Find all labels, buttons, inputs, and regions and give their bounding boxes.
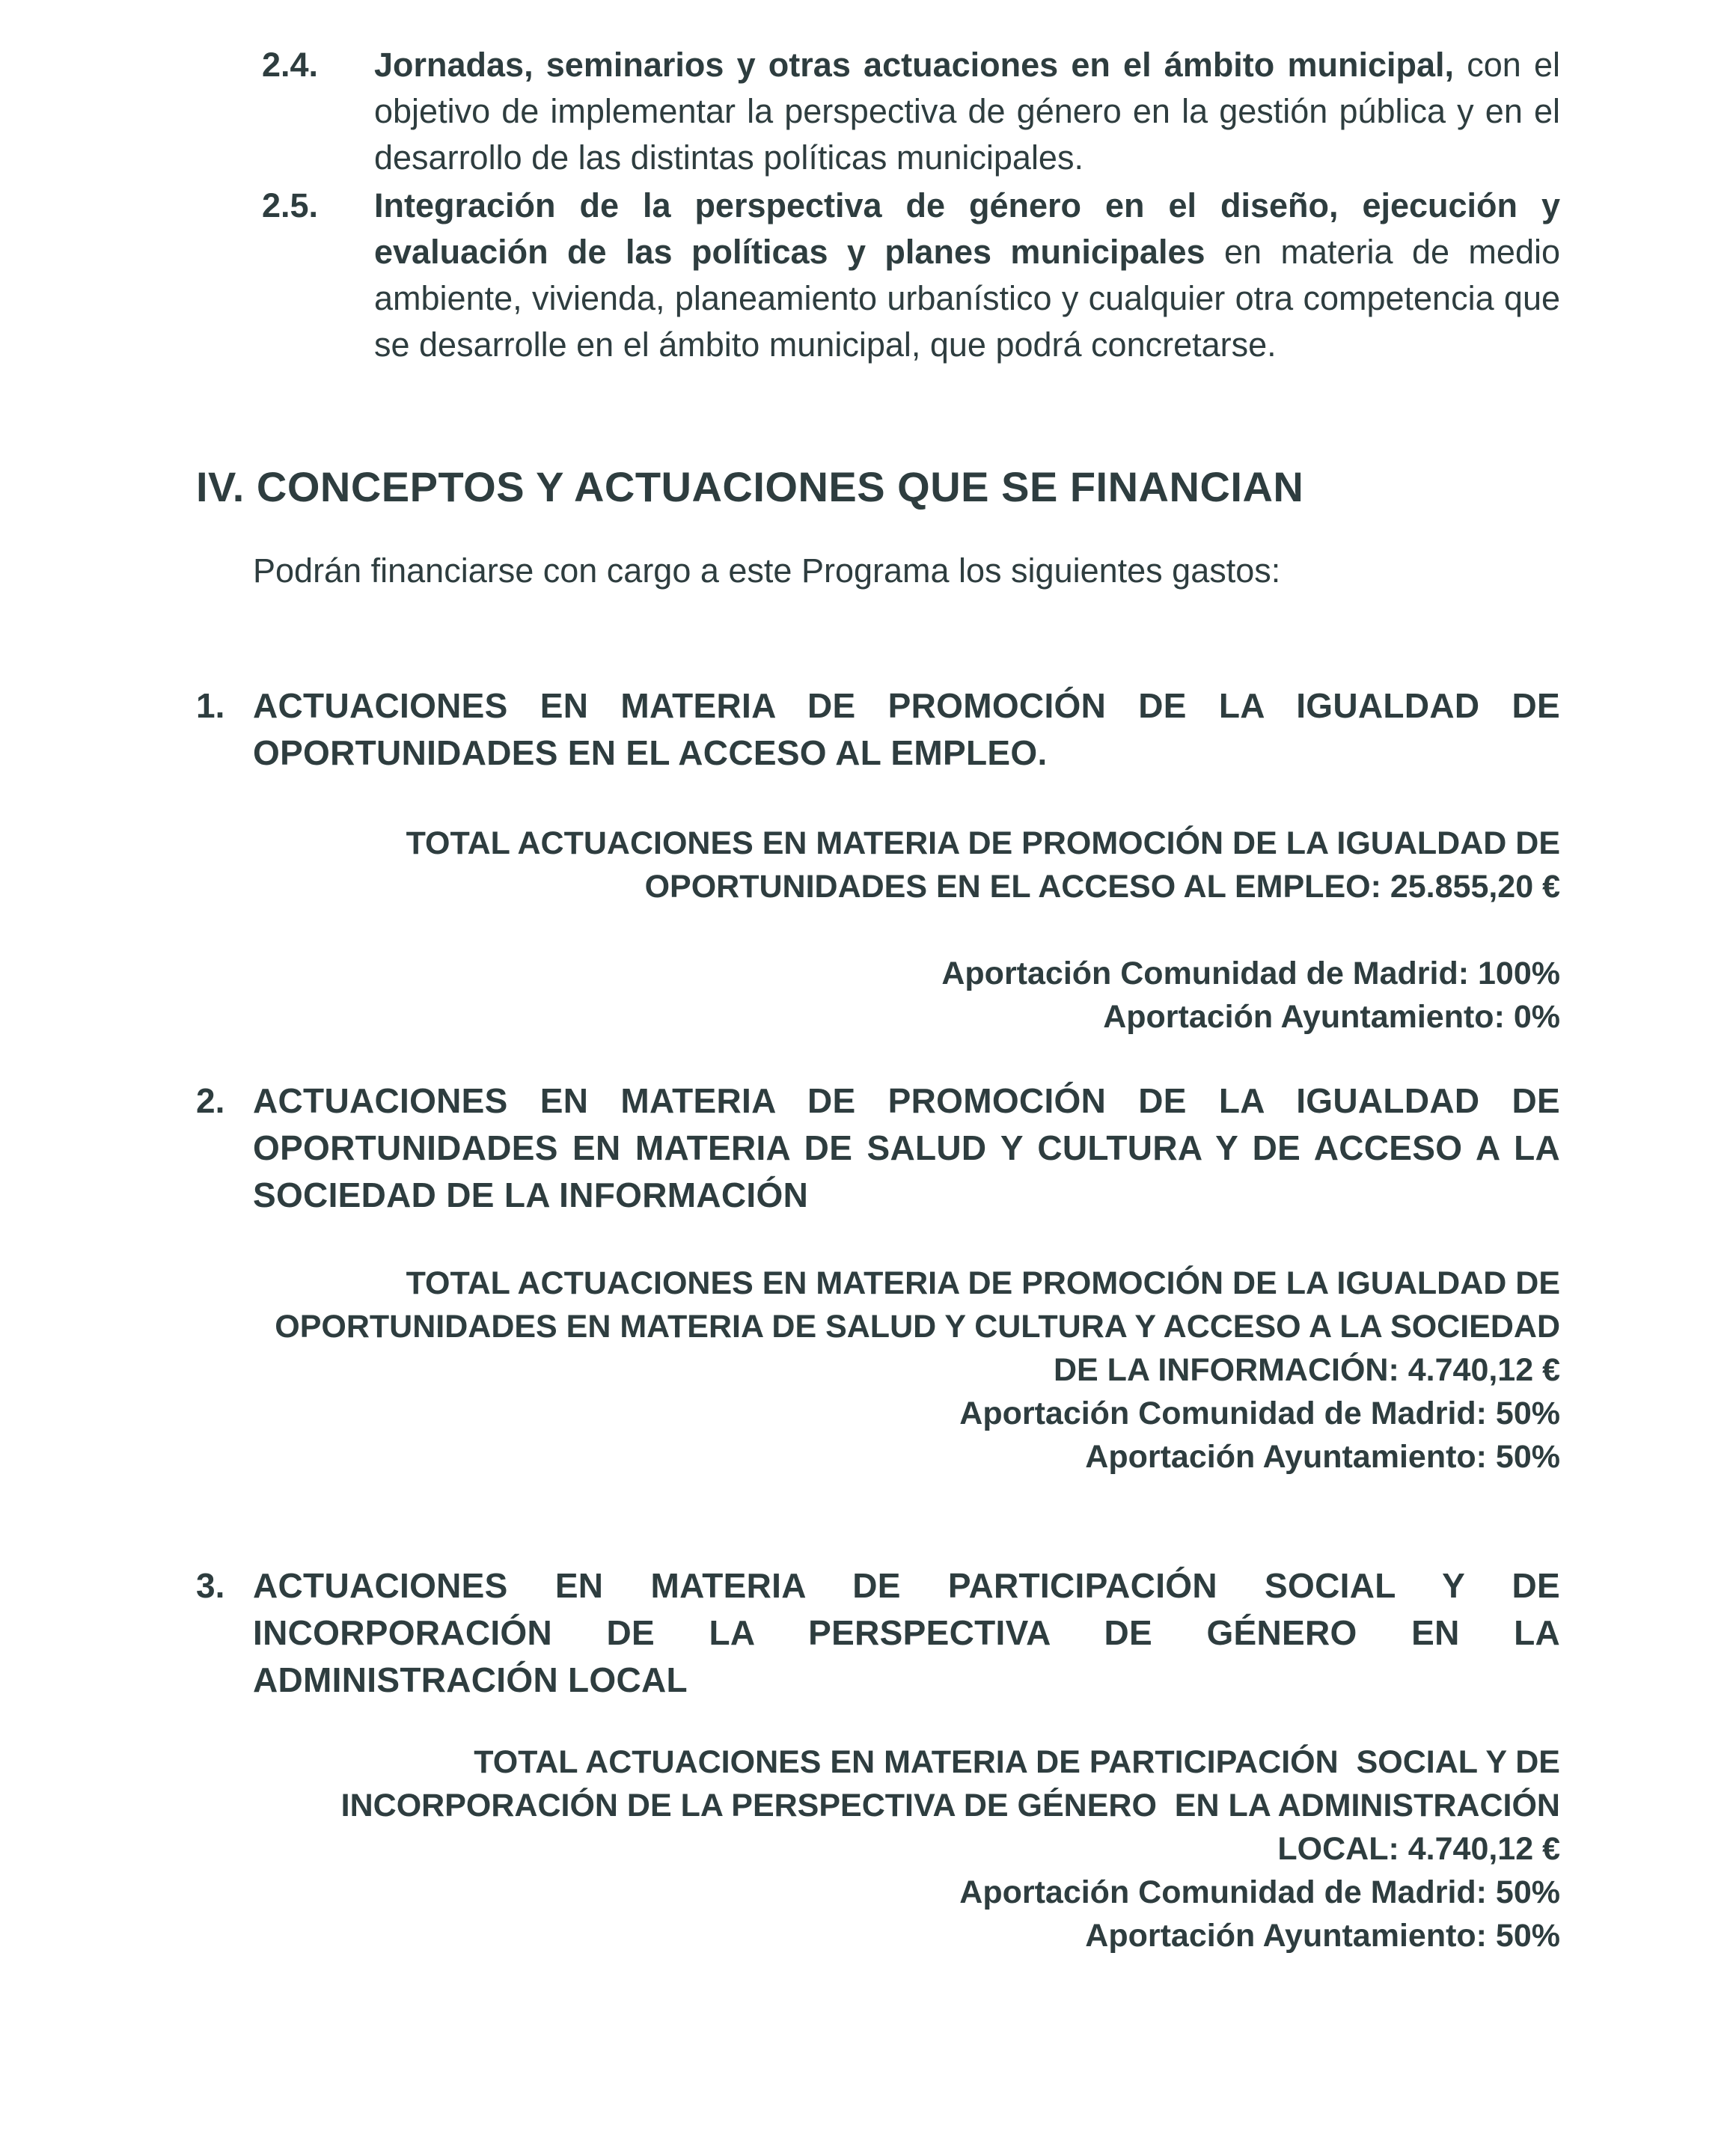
item-3 [196, 1562, 1560, 1704]
item-2 [196, 1077, 1560, 1219]
subitem-body-text: en materia de medio ambiente, vivienda, planeamiento urbanístico y cualquier otra competencia que se desarrolle en el ámbito municipal, que podrá concretarse. [374, 233, 1561, 364]
subitem-bold-text: Integración de la perspectiva de género en el diseño, ejecución y evaluación de las políticas y planes municipales [374, 186, 1560, 271]
item-3-totals [341, 1740, 1560, 1957]
total-line: DE LA INFORMACIÓN: 4.740,12 € [1054, 1352, 1560, 1388]
subitem-number: 2.4. [262, 46, 319, 84]
item-number: 1. [196, 686, 225, 725]
subitem-bold-text: Jornadas, seminarios y otras actuaciones en el ámbito municipal, [374, 46, 1455, 84]
section-title: IV. CONCEPTOS Y ACTUACIONES QUE SE FINANCIAN [196, 463, 1304, 510]
item-number: 3. [196, 1566, 225, 1605]
item-title: ACTUACIONES EN MATERIA DE PROMOCIÓN DE LA IGUALDAD DE OPORTUNIDADES EN MATERIA DE SALUD Y CULTURA Y DE ACCESO A LA SOCIEDAD DE LA INFORMACIÓN [253, 1081, 1560, 1214]
total-line: TOTAL ACTUACIONES EN MATERIA DE PARTICIPACIÓN SOCIAL Y DE [474, 1744, 1560, 1780]
subitem-text [374, 42, 1560, 181]
subitem-body-text: con el objetivo de implementar la perspectiva de género en la gestión pública y en el desarrollo de las distintas políticas municipales. [374, 46, 1560, 177]
total-line: TOTAL ACTUACIONES EN MATERIA DE PROMOCIÓN DE LA IGUALDAD DE [406, 825, 1560, 861]
total-line: TOTAL ACTUACIONES EN MATERIA DE PROMOCIÓN DE LA IGUALDAD DE [406, 1265, 1560, 1301]
item-1-totals [406, 822, 1560, 1039]
section-intro: Podrán financiarse con cargo a este Programa los siguientes gastos: [253, 551, 1281, 590]
aportacion-ayuntamiento: Aportación Ayuntamiento: 0% [1103, 999, 1560, 1035]
subitem-number: 2.5. [262, 186, 319, 224]
aportacion-ayuntamiento: Aportación Ayuntamiento: 50% [1085, 1439, 1560, 1475]
subitem-2-5 [262, 183, 1560, 368]
subitem-2-4 [262, 42, 1560, 181]
item-title: ACTUACIONES EN MATERIA DE PARTICIPACIÓN SOCIAL Y DE INCORPORACIÓN DE LA PERSPECTIVA DE GÉNERO EN LA ADMINISTRACIÓN LOCAL [253, 1566, 1560, 1699]
aportacion-comunidad: Aportación Comunidad de Madrid: 100% [941, 956, 1560, 991]
aportacion-comunidad: Aportación Comunidad de Madrid: 50% [959, 1395, 1560, 1431]
total-line: INCORPORACIÓN DE LA PERSPECTIVA DE GÉNERO EN LA ADMINISTRACIÓN [340, 1788, 1560, 1823]
total-line: LOCAL: 4.740,12 € [1277, 1831, 1560, 1867]
total-line: OPORTUNIDADES EN MATERIA DE SALUD Y CULTURA Y ACCESO A LA SOCIEDAD [275, 1309, 1560, 1345]
subitem-text [374, 183, 1560, 368]
aportacion-comunidad: Aportación Comunidad de Madrid: 50% [959, 1874, 1560, 1910]
item-1 [196, 682, 1560, 777]
item-number: 2. [196, 1081, 225, 1120]
aportacion-ayuntamiento: Aportación Ayuntamiento: 50% [1085, 1918, 1560, 1954]
item-2-totals [275, 1262, 1560, 1479]
total-line: OPORTUNIDADES EN EL ACCESO AL EMPLEO: 25.855,20 € [644, 869, 1560, 905]
item-title: ACTUACIONES EN MATERIA DE PROMOCIÓN DE LA IGUALDAD DE OPORTUNIDADES EN EL ACCESO AL EMPLEO. [253, 686, 1560, 772]
